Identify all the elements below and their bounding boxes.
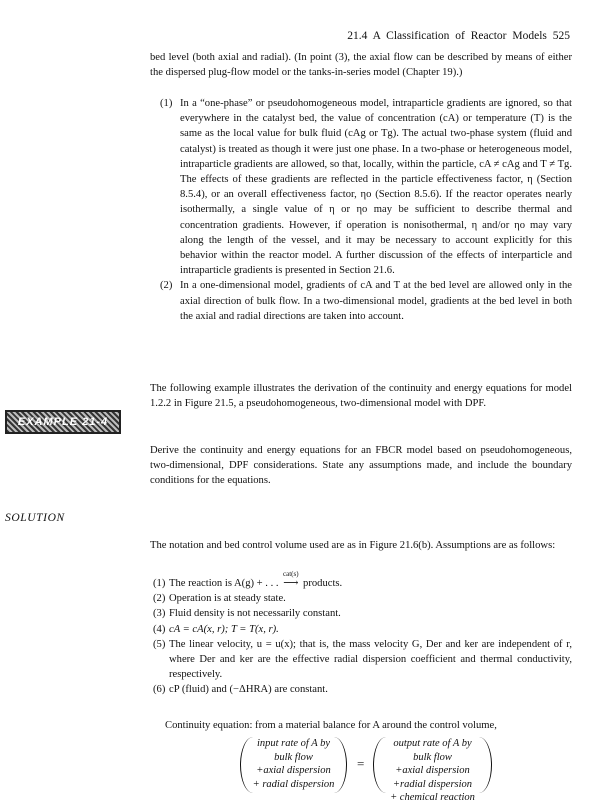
solution-label: SOLUTION bbox=[5, 512, 65, 524]
list-item bbox=[160, 96, 572, 278]
page-number: 525 bbox=[552, 30, 570, 42]
balance-term: + chemical reaction bbox=[390, 792, 475, 803]
balance-term: output rate of A by bbox=[393, 738, 472, 749]
balance-term: bulk flow bbox=[413, 751, 452, 763]
list-item-number: (3) bbox=[153, 608, 166, 620]
intro-paragraph: bed level (both axial and radial). (In point (3), the axial flow can be described by means of either the dispersed plug-flow model or the tanks-in-series model (Chapter 19).) bbox=[150, 52, 572, 79]
balance-term: +axial dispersion bbox=[256, 765, 331, 776]
material-balance-equation bbox=[240, 737, 490, 803]
balance-term: + radial dispersion bbox=[252, 778, 335, 790]
list-item-text: The linear velocity, u = u(x); that is, the mass velocity G, Der and ker are independent of r, where Der and ker are the effective radial dispersion coefficient and thermal conductivity, respectively. bbox=[169, 638, 572, 681]
list-item bbox=[153, 637, 572, 683]
list-item-text: In a “one-phase” or pseudohomogeneous model, intraparticle gradients are ignored, so that everywhere in the catalyst bed, the value of concentration (cA) or temperature (T) is the same as the local value for bulk fluid (cAg or Tg). The actual two-phase system (fluid and catalyst) is treated as though it were just one phase. In a two-phase or heterogeneous model, intraparticle gradients are allowed, so that, locally, within the particle, cA ≠ cAg and T ≠ Tg. The effects of these gradients are reflected in the particle effectiveness factor, η (Section 8.5.4), or an overall effectiveness factor, ηo (Section 8.5.6). If the reactor operates nearly isothermally, a single value of η or ηo may be sufficient to describe thermal and concentration gradients. However, if operation is nonisothermal, η and/or ηo may vary along the length of the vessel, and it may be necessary to account explicitly for this behavior within the reactor model. A further discussion of the effects of interparticle and intraparticle gradients is presented in Section 21.6. bbox=[180, 98, 572, 277]
assumptions-list bbox=[153, 570, 572, 698]
list-item bbox=[153, 570, 572, 591]
list-item-text: Fluid density is not necessarily constant. bbox=[169, 608, 341, 620]
running-header bbox=[347, 30, 570, 42]
running-title: A Classification of Reactor Models bbox=[372, 30, 547, 42]
list-item-number: (6) bbox=[153, 684, 166, 696]
reaction-products: products. bbox=[303, 578, 343, 589]
list-item-text: cA = cA(x, r); T = T(x, r). bbox=[169, 623, 279, 635]
balance-term: +radial dispersion bbox=[392, 778, 473, 790]
list-item-text: Operation is at steady state. bbox=[169, 593, 286, 605]
list-item bbox=[160, 278, 572, 324]
model-classification-list bbox=[160, 96, 572, 324]
list-item-number: (2) bbox=[160, 280, 173, 292]
list-item-text: In a one-dimensional model, gradients of cA and T at the bed level are allowed only in the axial direction of bulk flow. In a two-dimensional model, gradients at the bed level in both the axial and radial directions are taken into account. bbox=[180, 280, 572, 322]
example-problem-text: Derive the continuity and energy equations for an FBCR model based on pseudohomogeneous, two-dimensional, DPF considerations. State any assumptions made, and include the boundary conditions for the equations. bbox=[150, 445, 572, 487]
reaction-arrow: cat(s) ⟶ bbox=[281, 576, 300, 591]
continuity-paragraph: Continuity equation: from a material balance for A around the control volume, bbox=[165, 720, 497, 731]
balance-input-terms bbox=[240, 737, 347, 793]
list-item-text: cP (fluid) and (−ΔHRA) are constant. bbox=[169, 684, 328, 696]
balance-output-terms bbox=[373, 737, 492, 803]
balance-term: +axial dispersion bbox=[395, 765, 470, 776]
catalyst-label: cat(s) bbox=[283, 570, 299, 578]
balance-term: input rate of A by bbox=[256, 738, 331, 749]
list-item bbox=[153, 591, 572, 606]
list-item bbox=[153, 622, 572, 637]
list-item-number: (2) bbox=[153, 593, 166, 605]
example-label: EXAMPLE 21-4 bbox=[5, 410, 121, 434]
list-item-number: (5) bbox=[153, 638, 166, 650]
notation-paragraph: The notation and bed control volume used are as in Figure 21.6(b). Assumptions are as follows: bbox=[150, 540, 556, 551]
list-item-number: (1) bbox=[153, 578, 166, 589]
equals-sign: = bbox=[357, 756, 365, 771]
list-item bbox=[153, 682, 572, 697]
list-item-number: (1) bbox=[160, 98, 173, 109]
reaction-text: The reaction is A(g) + . . . bbox=[169, 578, 279, 589]
list-item-number: (4) bbox=[153, 623, 166, 635]
balance-term: bulk flow bbox=[274, 751, 313, 763]
section-number: 21.4 bbox=[347, 30, 368, 42]
follow-paragraph: The following example illustrates the derivation of the continuity and energy equations for model 1.2.2 in Figure 21.5, a pseudohomogeneous, two-dimensional model with DPF. bbox=[150, 383, 572, 410]
list-item bbox=[153, 606, 572, 621]
